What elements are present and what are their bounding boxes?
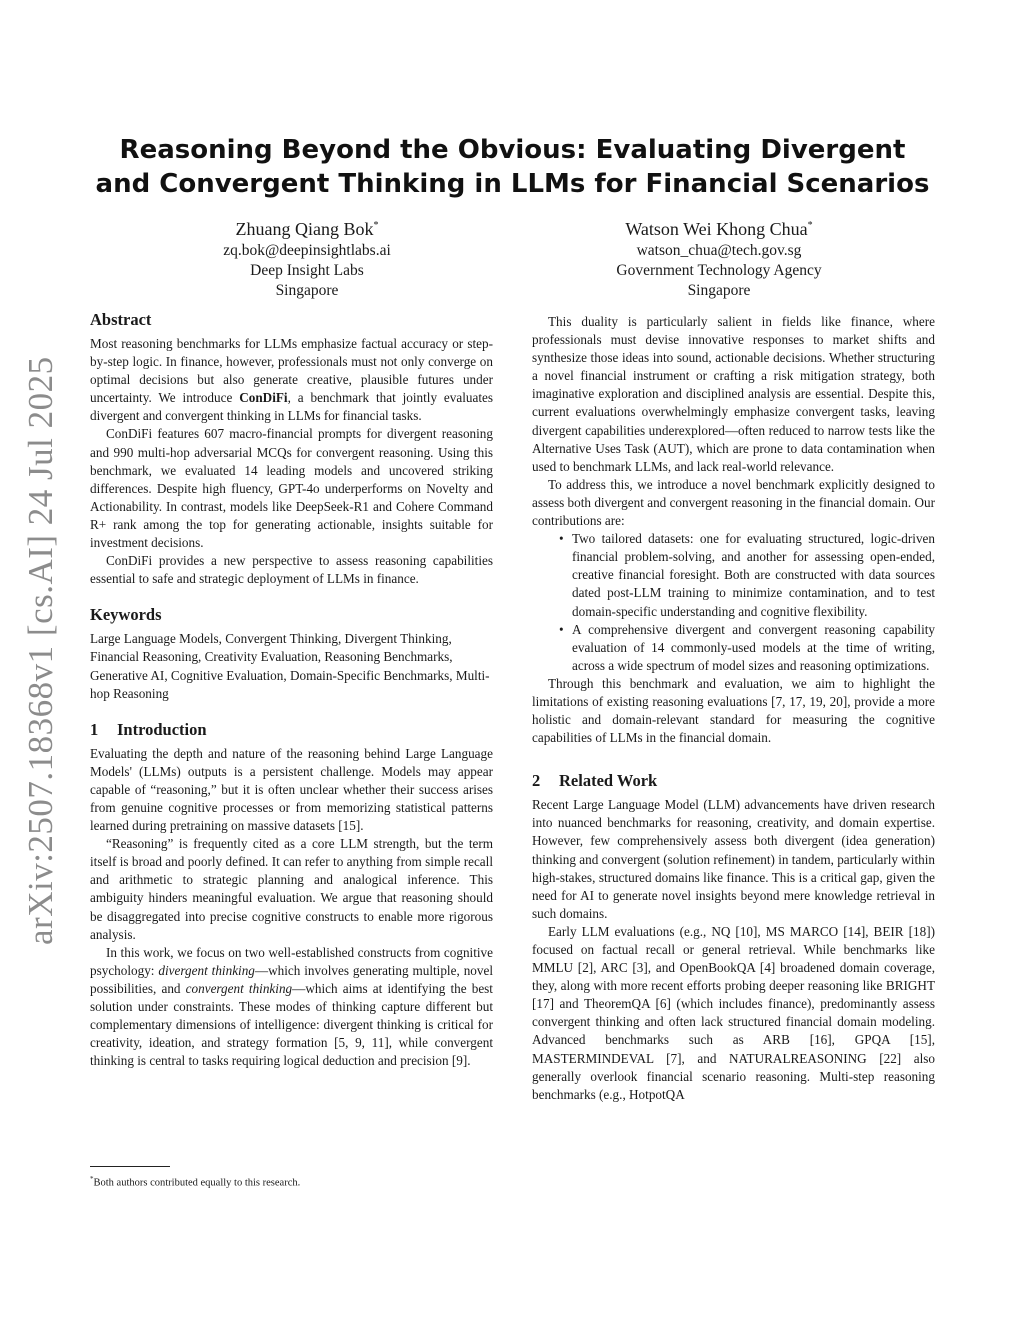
body-paragraph: To address this, we introduce a novel benchmark explicitly designed to assess both divergent and convergent reasoning in the financial domain. Our contributions are: — [532, 476, 935, 529]
footnote-divider — [90, 1166, 170, 1167]
list-item: • A comprehensive divergent and convergent reasoning capability evaluation of 14 commonly-used models at the time of writing, across a wide spectrum of model sizes and reasoning optimizations. — [572, 621, 935, 675]
author-affiliation: Deep Insight Labs — [250, 262, 364, 279]
left-column — [90, 310, 493, 1070]
author-location: Singapore — [687, 282, 751, 299]
body-paragraph: Through this benchmark and evaluation, we aim to highlight the limitations of existing reasoning evaluations [7, 17, 19, 20], provide a more holistic and domain-relevant standard for measuring the cognitive capabilities of LLMs in the financial domain. — [532, 675, 935, 746]
author-affiliation: Government Technology Agency — [616, 262, 822, 279]
abstract-paragraph: ConDiFi features 607 macro-financial prompts for divergent reasoning and 990 multi-hop adversarial MCQs for convergent reasoning. Using this benchmark, we evaluated 14 leading models and uncovered striking differences. Despite high fluency, GPT-4o underperforms on Novelty and Actionability. In contrast, models like DeepSeek-R1 and Cohere Command R+ rank among the top for generating actionable, insights suitable for investment decisions. — [90, 426, 493, 551]
right-column — [532, 313, 935, 1104]
footnote: *Both authors contributed equally to this research. — [90, 1175, 301, 1189]
author-name: Watson Wei Khong Chua* — [625, 219, 813, 239]
abstract-heading: Abstract — [90, 310, 152, 329]
author-name: Zhuang Qiang Bok* — [235, 219, 379, 239]
author-block — [157, 214, 457, 301]
abstract-paragraph: Most reasoning benchmarks for LLMs emphasize factual accuracy or step-by-step logic. In finance, however, professionals must not only converge on optimal decisions but also generate creative, plausible futures under uncertainty. We introduce ConDiFi, a benchmark that jointly evaluates divergent and convergent thinking in LLMs for financial tasks. — [90, 336, 493, 424]
abstract-paragraph: ConDiFi provides a new perspective to assess reasoning capabilities essential to safe and strategic deployment of LLMs in finance. — [90, 553, 493, 587]
body-paragraph: In this work, we focus on two well-established constructs from cognitive psychology: divergent thinking—which involves generating multiple, novel possibilities, and convergent thinking—which aims at identifying the best solution under constraints. These modes of thinking capture different but complementary dimensions of intelligence: divergent thinking is critical for creativity, ideation, and strategy formation [5, 9, 11], while convergent thinking is central to tasks requiring logical deduction and precision [9]. — [90, 944, 493, 1069]
body-paragraph: Early LLM evaluations (e.g., NQ [10], MS MARCO [14], BEIR [18]) focused on factual recall or general retrieval. While benchmarks like MMLU [2], ARC [3], and OpenBookQA [4] broadened domain coverage, they, along with more recent efforts probing deeper reasoning like BRIGHT [17] and TheoremQA [6] (which includes finance), predominantly assess convergent thinking and often lack structured financial domain modeling. Advanced benchmarks such as ARB [16], GPQA [15], MASTERMINDEVAL [7], and NATURALREASONING [22] also generally overlook financial scenario reasoning. Multi-step reasoning benchmarks (e.g., HotpotQA — [532, 923, 935, 1102]
body-paragraph: Recent Large Language Model (LLM) advancements have driven research into nuanced benchmarks for reasoning, creativity, and domain expertise. However, few comprehensively assess both divergent (idea generation) thinking and convergent (solution refinement) in tandem, particularly within high-stakes, structured domains like finance. This is a critical gap, given the need for AI to generate novel insights beyond mere knowledge retrieval in such domains. — [532, 797, 935, 921]
author-block — [569, 214, 869, 301]
keywords-heading: Keywords — [90, 605, 162, 625]
author-email: watson_chua@tech.gov.sg — [636, 242, 802, 259]
body-paragraph: This duality is particularly salient in fields like finance, where professionals must devise innovative responses to market shifts and synthesize those ideas into sound, actionable decisions. Whether structuring a novel financial instrument or crafting a risk mitigation strategy, both imaginative exploration and disciplined analysis are essential. Despite this, current evaluations overwhelmingly emphasize convergent tasks, leaving divergent capabilities underexplored—often reduced to narrow tests like the Alternative Uses Task (AUT), which are prone to data contamination when used to benchmark LLMs, and lack real-world relevance. — [532, 314, 935, 474]
author-email: zq.bok@deepinsightlabs.ai — [223, 242, 391, 259]
paper-title: Reasoning Beyond the Obvious: Evaluating Divergent and Convergent Thinking in LLMs for Financial Scenarios — [95, 135, 930, 199]
list-item: • Two tailored datasets: one for evaluating structured, logic-driven financial problem-solving, and another for assessing open-ended, creative financial foresight. Both are constructed with data sources dated post-LLM training to minimize contamination, and to test domain-specific understanding and cognitive flexibility. — [572, 530, 935, 620]
keywords-list: Large Language Models, Convergent Thinking, Divergent Thinking, Financial Reasoning, Creativity Evaluation, Reasoning Benchmarks, Generative AI, Cognitive Evaluation, Domain-Specific Benchmarks, Multi-hop Reasoning — [90, 631, 490, 701]
author-location: Singapore — [275, 282, 339, 299]
body-paragraph: “Reasoning” is frequently cited as a core LLM strength, but the term itself is broad and poorly defined. It can refer to anything from simple recall and arithmetic to strategic planning and analogical inference. This ambiguity hinders meaningful evaluation. We argue that reasoning should be disaggregated into precise cognitive constructs to enable more rigorous analysis. — [90, 836, 493, 942]
body-paragraph: Evaluating the depth and nature of the reasoning behind Large Language Models' (LLMs) outputs is a persistent challenge. Models may appear capable of “reasoning,” but it is often unclear whether their success arises from genuine cognitive processes or from memorizing statistical patterns learned during pretraining on massive datasets [15]. — [90, 745, 493, 834]
contributions-list — [532, 530, 935, 675]
section-heading: 2 Related Work — [532, 771, 658, 791]
section-heading: 1 Introduction — [90, 719, 207, 739]
arxiv-identifier: arXiv:2507.18368v1 [cs.AI] 24 Jul 2025 — [21, 356, 60, 945]
